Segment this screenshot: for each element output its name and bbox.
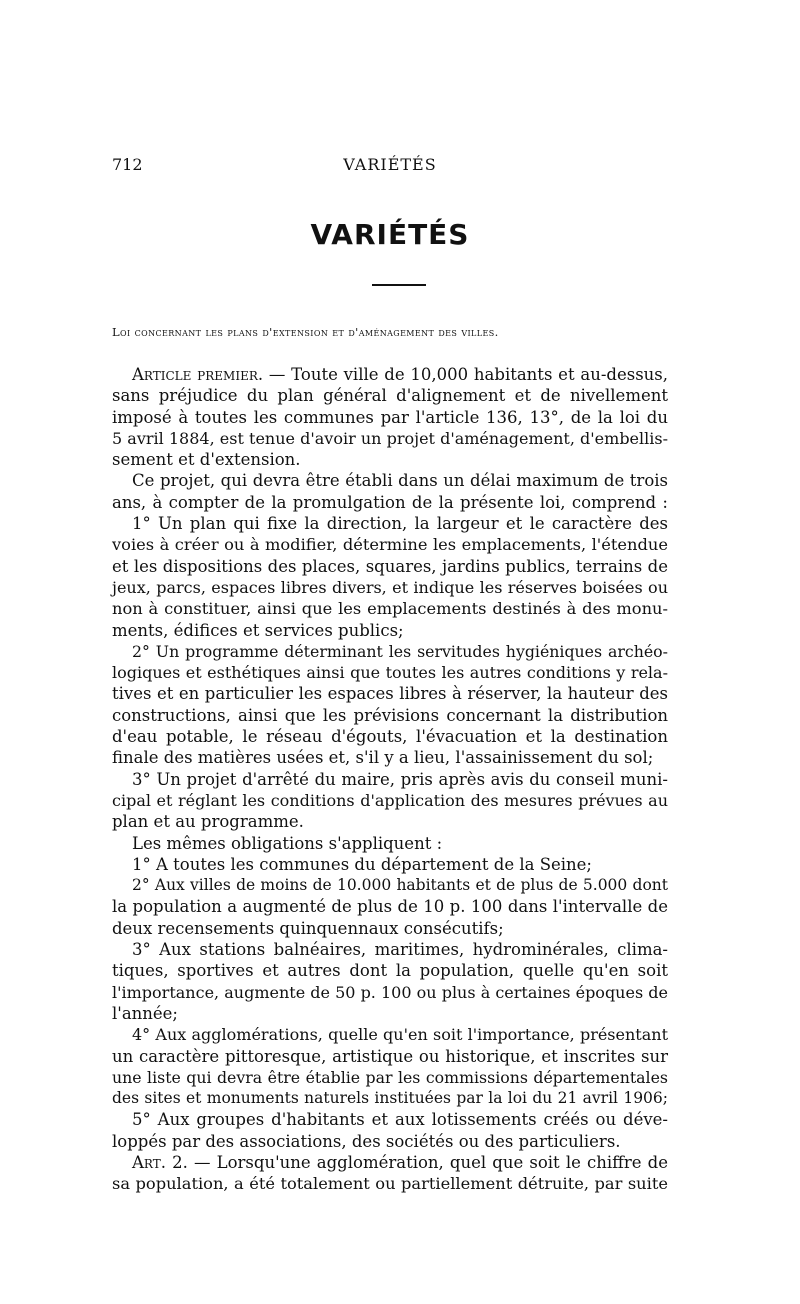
text-line: loppés par des associations, des sociétés ou des particuliers. (112, 1131, 621, 1151)
text-line: l'importance, augmente de 50 p. 100 ou plus à certaines époques de (112, 982, 668, 1002)
text-line: ments, édifices et services publics; (112, 620, 404, 640)
text-line: finale des matières usées et, s'il y a lieu, l'assainissement du sol; (112, 748, 654, 768)
text-line: 1° A toutes les communes du département de la Seine; (132, 854, 592, 874)
text-line: 5 avril 1884, est tenue d'avoir un projet d'aménagement, d'embellis- (112, 428, 668, 448)
article-label: Art. 2. (132, 1152, 188, 1172)
text-line: un caractère pittoresque, artistique ou historique, et inscrites sur (112, 1046, 668, 1066)
text-line: 2° Un programme déterminant les servitudes hygiéniques archéo- (132, 641, 668, 661)
text-line: Art. 2. — Lorsqu'une agglomération, quel que soit le chiffre de (132, 1152, 668, 1172)
text-line: Article premier. — Toute ville de 10,000 habitants et au-dessus, (132, 365, 668, 384)
text-line: la population a augmenté de plus de 10 p. 100 dans l'intervalle de (112, 897, 668, 917)
text-line: imposé à toutes les communes par l'article 136, 13°, de la loi du (112, 407, 668, 427)
text-line: 5° Aux groupes d'habitants et aux lotissements créés ou déve- (132, 1110, 668, 1130)
text-line: jeux, parcs, espaces libres divers, et indique les réserves boisées ou (112, 577, 668, 597)
text-line: 1° Un plan qui fixe la direction, la largeur et le caractère des (132, 514, 668, 534)
text-line: des sites et monuments naturels instituées par la loi du 21 avril 1906; (112, 1089, 668, 1108)
text-line: Les mêmes obligations s'appliquent : (132, 833, 443, 853)
text-line: 3° Un projet d'arrêté du maire, pris après avis du conseil muni- (132, 769, 668, 789)
body-text (112, 364, 668, 1195)
running-title: VARIÉTÉS (343, 155, 437, 174)
law-title: Loi concernant les plans d'extension et d'aménagement des villes. (112, 325, 499, 339)
text-line: sement et d'extension. (112, 450, 301, 470)
text-line: 3° Aux stations balnéaires, maritimes, hydrominérales, clima- (132, 940, 668, 960)
text-line: sans préjudice du plan général d'alignement et de nivellement (112, 386, 668, 406)
text-line: et les dispositions des places, squares, jardins publics, terrains de (112, 556, 668, 576)
text-line: l'année; (112, 1003, 178, 1023)
title-rule (372, 284, 426, 286)
text-line: constructions, ainsi que les prévisions concernant la distribution (112, 705, 668, 725)
text-line: voies à créer ou à modifier, détermine les emplacements, l'étendue (112, 535, 668, 555)
text-line: non à constituer, ainsi que les emplacements destinés à des monu- (112, 599, 668, 619)
text-line: tiques, sportives et autres dont la population, quelle qu'en soit (112, 961, 668, 981)
text-line: plan et au programme. (112, 812, 304, 832)
text-line: cipal et réglant les conditions d'application des mesures prévues au (112, 790, 668, 810)
text-line: Ce projet, qui devra être établi dans un délai maximum de trois (132, 471, 668, 491)
text-line: logiques et esthétiques ainsi que toutes les autres conditions y rela- (112, 663, 668, 683)
section-title: VARIÉTÉS (310, 218, 470, 251)
text-line: sa population, a été totalement ou partiellement détruite, par suite (112, 1174, 668, 1194)
text-line: une liste qui devra être établie par les commissions départementales (112, 1067, 668, 1087)
text-line: 4° Aux agglomérations, quelle qu'en soit l'importance, présentant (132, 1025, 668, 1045)
article-label: Article premier. (132, 365, 264, 384)
running-head (112, 155, 668, 177)
text-line: d'eau potable, le réseau d'égouts, l'évacuation et la destination (112, 727, 668, 747)
page-number: 712 (112, 155, 143, 174)
text-line: deux recensements quinquennaux consécutifs; (112, 918, 504, 938)
text-line: tives et en particulier les espaces libres à réserver, la hauteur des (112, 684, 668, 704)
text-line: ans, à compter de la promulgation de la présente loi, comprend : (112, 492, 668, 512)
text-line: 2° Aux villes de moins de 10.000 habitants et de plus de 5.000 dont (132, 876, 668, 895)
